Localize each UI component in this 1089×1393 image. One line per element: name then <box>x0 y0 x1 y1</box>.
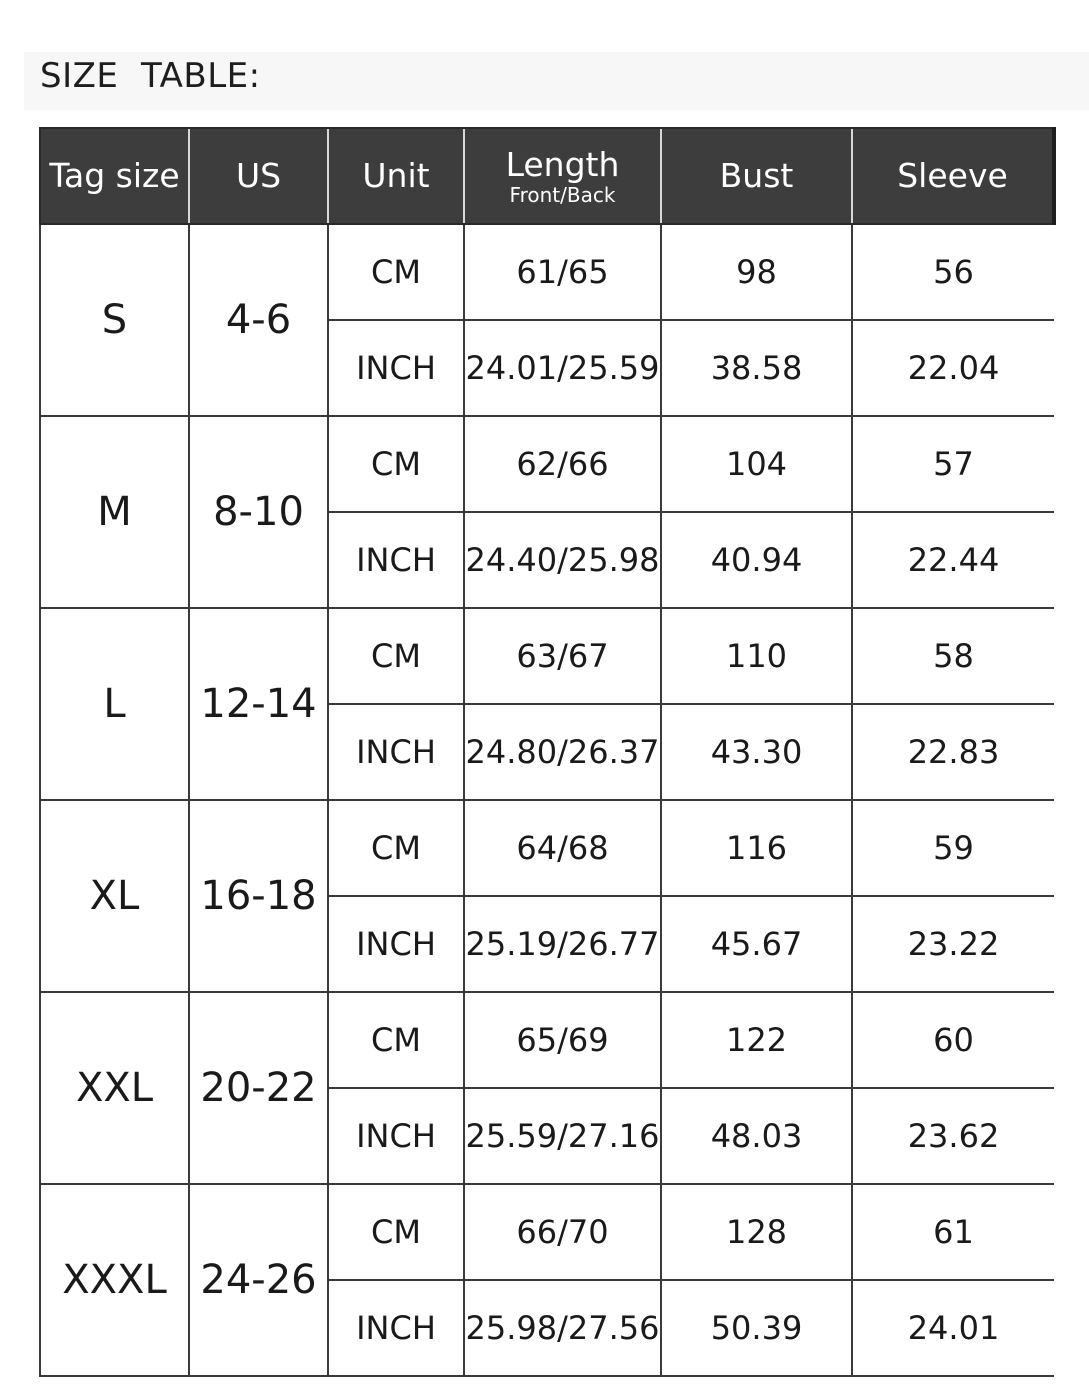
table-row <box>40 416 1054 512</box>
unit-cell: CM <box>328 1184 464 1280</box>
us-size-cell: 4-6 <box>189 224 328 416</box>
header-us-label: US <box>235 156 282 195</box>
length-cell: 65/69 <box>464 992 661 1088</box>
length-cell: 61/65 <box>464 224 661 320</box>
table-row <box>40 224 1054 320</box>
us-size-cell: 20-22 <box>189 992 328 1184</box>
sleeve-cell: 57 <box>852 416 1054 512</box>
unit-cell: INCH <box>328 896 464 992</box>
size-table <box>39 127 1056 1377</box>
bust-cell: 43.30 <box>661 704 852 800</box>
sleeve-cell: 23.22 <box>852 896 1054 992</box>
table-row <box>40 608 1054 704</box>
length-cell: 25.59/27.16 <box>464 1088 661 1184</box>
bust-cell: 128 <box>661 1184 852 1280</box>
length-cell: 24.01/25.59 <box>464 320 661 416</box>
bust-cell: 116 <box>661 800 852 896</box>
length-cell: 25.98/27.56 <box>464 1280 661 1376</box>
length-cell: 24.40/25.98 <box>464 512 661 608</box>
header-row <box>40 128 1054 224</box>
sleeve-cell: 59 <box>852 800 1054 896</box>
bust-cell: 48.03 <box>661 1088 852 1184</box>
bust-cell: 104 <box>661 416 852 512</box>
us-size-cell: 8-10 <box>189 416 328 608</box>
unit-cell: CM <box>328 800 464 896</box>
header-tag-size <box>40 128 189 224</box>
header-unit <box>328 128 464 224</box>
bust-cell: 50.39 <box>661 1280 852 1376</box>
bust-cell: 45.67 <box>661 896 852 992</box>
tag-size-cell: XXL <box>40 992 189 1184</box>
table-header <box>40 128 1054 224</box>
unit-cell: CM <box>328 608 464 704</box>
sleeve-cell: 22.44 <box>852 512 1054 608</box>
bust-cell: 98 <box>661 224 852 320</box>
table-row <box>40 800 1054 896</box>
unit-cell: CM <box>328 992 464 1088</box>
sleeve-cell: 23.62 <box>852 1088 1054 1184</box>
header-us <box>189 128 328 224</box>
tag-size-cell: XL <box>40 800 189 992</box>
bust-cell: 110 <box>661 608 852 704</box>
unit-cell: INCH <box>328 704 464 800</box>
sleeve-cell: 56 <box>852 224 1054 320</box>
header-sleeve-label: Sleeve <box>897 156 1008 195</box>
sleeve-cell: 22.83 <box>852 704 1054 800</box>
sleeve-cell: 61 <box>852 1184 1054 1280</box>
header-length-sublabel: Front/Back <box>509 183 616 207</box>
bust-cell: 122 <box>661 992 852 1088</box>
bust-cell: 38.58 <box>661 320 852 416</box>
unit-cell: CM <box>328 224 464 320</box>
header-length-label: Length <box>505 145 620 184</box>
length-cell: 66/70 <box>464 1184 661 1280</box>
tag-size-cell: M <box>40 416 189 608</box>
header-length <box>464 128 661 224</box>
tag-size-cell: L <box>40 608 189 800</box>
tag-size-cell: XXXL <box>40 1184 189 1376</box>
us-size-cell: 12-14 <box>189 608 328 800</box>
sleeve-cell: 22.04 <box>852 320 1054 416</box>
unit-cell: INCH <box>328 1280 464 1376</box>
unit-cell: INCH <box>328 512 464 608</box>
unit-cell: INCH <box>328 320 464 416</box>
table-row <box>40 1184 1054 1280</box>
sleeve-cell: 24.01 <box>852 1280 1054 1376</box>
page-title: SIZE TABLE: <box>40 56 261 96</box>
us-size-cell: 24-26 <box>189 1184 328 1376</box>
us-size-cell: 16-18 <box>189 800 328 992</box>
header-unit-label: Unit <box>362 156 430 195</box>
table-row <box>40 992 1054 1088</box>
header-bust-label: Bust <box>719 156 794 195</box>
unit-cell: CM <box>328 416 464 512</box>
sleeve-cell: 60 <box>852 992 1054 1088</box>
bust-cell: 40.94 <box>661 512 852 608</box>
header-bust <box>661 128 852 224</box>
length-cell: 25.19/26.77 <box>464 896 661 992</box>
length-cell: 63/67 <box>464 608 661 704</box>
header-tag-size-label: Tag size <box>49 156 180 195</box>
tag-size-cell: S <box>40 224 189 416</box>
unit-cell: INCH <box>328 1088 464 1184</box>
length-cell: 24.80/26.37 <box>464 704 661 800</box>
sleeve-cell: 58 <box>852 608 1054 704</box>
length-cell: 64/68 <box>464 800 661 896</box>
length-cell: 62/66 <box>464 416 661 512</box>
header-sleeve <box>852 128 1054 224</box>
table-body <box>40 224 1054 1376</box>
